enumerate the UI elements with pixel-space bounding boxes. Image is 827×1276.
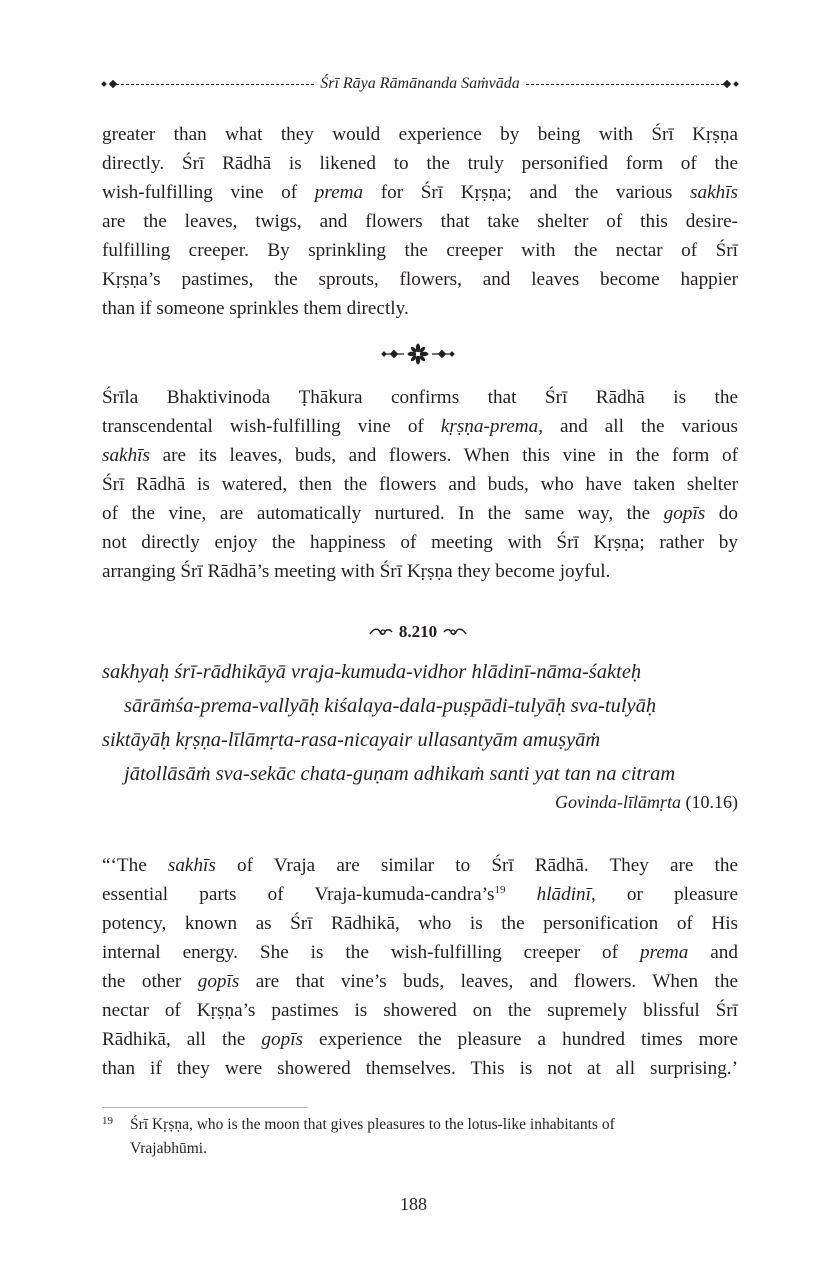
paragraph-line: Śrī Rādhā is watered, then the flowers and buds, who have taken shelter [102,474,738,495]
source-book: Govinda-līlāmṛta [555,792,681,812]
verse-number-text: 8.210 [398,622,438,641]
paragraph-line: greater than what they would experience by being with Śrī Kṛṣṇa [102,124,738,145]
source-ref: (10.16) [685,792,738,812]
paragraph-3 [102,851,738,1083]
header-rule-right [526,84,724,85]
paragraph-line: the other gopīs are that vine’s buds, leaves, and flowers. When the [102,971,738,992]
footnote-line: Śrī Kṛṣṇa, who is the moon that gives pleasures to the lotus-like inhabitants of [130,1116,615,1133]
ornament-dot [723,80,731,88]
verse-number [360,620,476,644]
header-title: Śrī Rāya Rāmānanda Saṁvāda [320,75,520,92]
paragraph-line: Rādhikā, all the gopīs experience the pleasure a hundred times more [102,1029,738,1050]
paragraph-line: directly. Śrī Rādhā is likened to the truly personified form of the [102,153,738,174]
ornament-dot [733,81,739,87]
paragraph-line: nectar of Kṛṣṇa’s pastimes is showered on the supremely blissful Śrī [102,1000,738,1021]
section-divider-ornament-icon [380,343,456,365]
sanskrit-verse [102,655,742,791]
paragraph-line: potency, known as Śrī Rādhikā, who is the personification of His [102,913,738,934]
header-rule-left [116,84,314,85]
scroll-ornament-right-icon [443,626,467,638]
paragraph-line: internal energy. She is the wish-fulfilling creeper of prema and [102,942,738,963]
running-header [102,72,738,96]
paragraph-line: are the leaves, twigs, and flowers that take shelter of this desire- [102,211,738,232]
page-number: 188 [400,1194,427,1214]
footnote-number: 19 [102,1115,113,1127]
paragraph-line: not directly enjoy the happiness of meeting with Śrī Kṛṣṇa; rather by [102,532,738,553]
verse-line: sakhyaḥ śrī-rādhikāyā vraja-kumuda-vidhor hlādinī-nāma-śakteḥ [102,661,642,683]
footnote [102,1113,738,1161]
scroll-ornament-left-icon [369,626,393,638]
verse-line: sārāṁśa-prema-vallyāḥ kiśalaya-dala-puṣpādi-tulyāḥ sva-tulyāḥ [124,695,657,717]
verse-line: jātollāsāṁ sva-sekāc chata-guṇam adhikaṁ santi yat tan na citram [124,763,676,785]
paragraph-line: Kṛṣṇa’s pastimes, the sprouts, flowers, and leaves become happier [102,269,738,290]
paragraph-line: sakhīs are its leaves, buds, and flowers. When this vine in the form of [102,445,738,466]
footnote-rule [102,1107,308,1108]
paragraph-line: Śrīla Bhaktivinoda Ṭhākura confirms that Śrī Rādhā is the [102,387,738,408]
paragraph-line: wish-fulfilling vine of prema for Śrī Kṛṣṇa; and the various sakhīs [102,182,738,203]
paragraph-line: fulfilling creeper. By sprinkling the creeper with the nectar of Śrī [102,240,738,261]
paragraph-line: arranging Śrī Rādhā’s meeting with Śrī Kṛṣṇa they become joyful. [102,561,611,582]
paragraph-line: than if they were showered themselves. This is not at all surprising.’ [102,1058,738,1079]
verse-line: siktāyāḥ kṛṣṇa-līlāmṛta-rasa-nicayair ullasantyām amuṣyāṁ [102,729,601,751]
paragraph-line: essential parts of Vraja-$kumuda-candra’s^{19}$ hlādinī, or pleasure [102,884,738,905]
paragraph-2 [102,383,738,586]
paragraph-line: “‘The sakhīs of Vraja are similar to Śrī Rādhā. They are the [102,855,738,876]
footnote-line: Vrajabhūmi. [130,1140,207,1157]
footnote-reference: 19 [494,884,506,896]
ornament-dot [101,81,107,87]
verse-source [555,792,738,813]
paragraph-line: of the vine, are automatically nurtured. In the same way, the gopīs do [102,503,738,524]
paragraph-line: transcendental wish-fulfilling vine of kṛṣṇa-prema, and all the various [102,416,738,437]
paragraph-line: than if someone sprinkles them directly. [102,298,409,319]
paragraph-1 [102,120,738,323]
